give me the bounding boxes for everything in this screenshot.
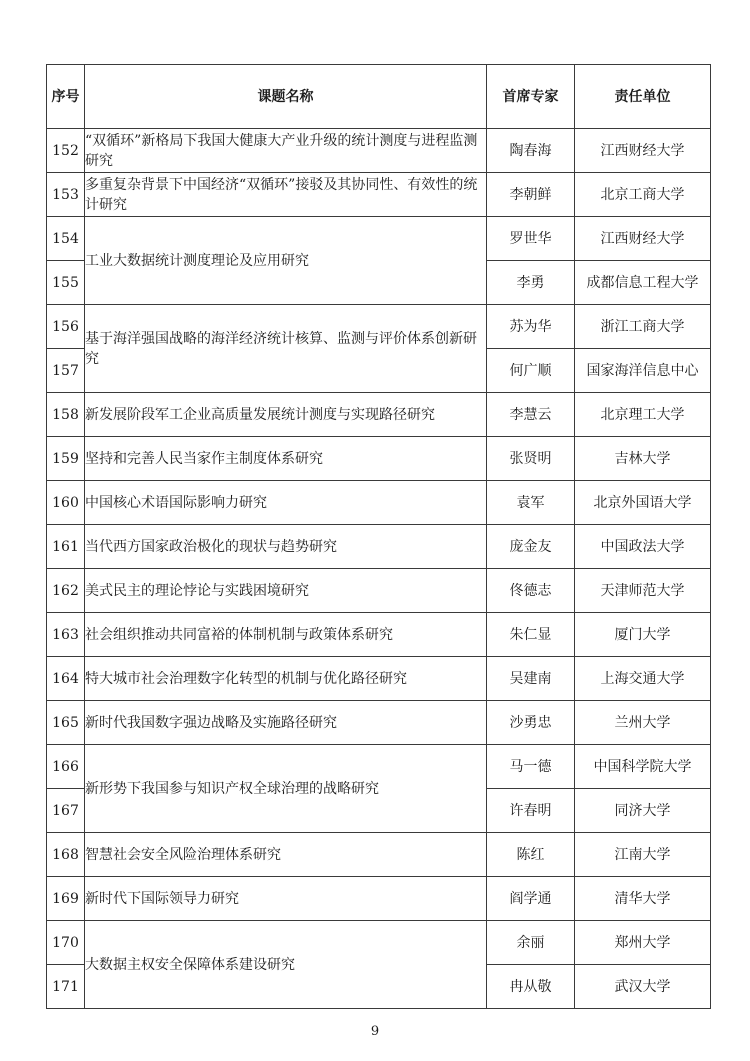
row-number: 162 (47, 569, 85, 613)
chief-expert: 罗世华 (487, 217, 575, 261)
header-unit: 责任单位 (575, 65, 711, 129)
row-number: 168 (47, 833, 85, 877)
chief-expert: 沙勇忠 (487, 701, 575, 745)
row-number: 152 (47, 129, 85, 173)
chief-expert: 冉从敬 (487, 965, 575, 1009)
table-row (47, 569, 711, 613)
responsible-unit: 江南大学 (575, 833, 711, 877)
row-number: 165 (47, 701, 85, 745)
chief-expert: 余丽 (487, 921, 575, 965)
table-row (47, 833, 711, 877)
header-title: 课题名称 (85, 65, 487, 129)
project-title: 新时代我国数字强边战略及实施路径研究 (85, 701, 487, 745)
header-expert: 首席专家 (487, 65, 575, 129)
project-title: 新发展阶段军工企业高质量发展统计测度与实现路径研究 (85, 393, 487, 437)
project-title: 特大城市社会治理数字化转型的机制与优化路径研究 (85, 657, 487, 701)
responsible-unit: 北京理工大学 (575, 393, 711, 437)
row-number: 158 (47, 393, 85, 437)
table-row (47, 217, 711, 261)
row-number: 157 (47, 349, 85, 393)
header-no: 序号 (47, 65, 85, 129)
chief-expert: 阎学通 (487, 877, 575, 921)
table-header-row (47, 65, 711, 129)
row-number: 156 (47, 305, 85, 349)
table-row (47, 305, 711, 349)
table-row (47, 613, 711, 657)
project-title: 当代西方国家政治极化的现状与趋势研究 (85, 525, 487, 569)
chief-expert: 袁军 (487, 481, 575, 525)
chief-expert: 何广顺 (487, 349, 575, 393)
table-row (47, 129, 711, 173)
project-title: 工业大数据统计测度理论及应用研究 (85, 217, 487, 305)
project-table (46, 64, 711, 1009)
project-title: 多重复杂背景下中国经济“双循环”接驳及其协同性、有效性的统计研究 (85, 173, 487, 217)
chief-expert: 李朝鲜 (487, 173, 575, 217)
project-title: 新时代下国际领导力研究 (85, 877, 487, 921)
responsible-unit: 天津师范大学 (575, 569, 711, 613)
project-title: 智慧社会安全风险治理体系研究 (85, 833, 487, 877)
project-title: 中国核心术语国际影响力研究 (85, 481, 487, 525)
responsible-unit: 武汉大学 (575, 965, 711, 1009)
row-number: 167 (47, 789, 85, 833)
responsible-unit: 浙江工商大学 (575, 305, 711, 349)
table-row (47, 745, 711, 789)
responsible-unit: 郑州大学 (575, 921, 711, 965)
responsible-unit: 国家海洋信息中心 (575, 349, 711, 393)
table-row (47, 877, 711, 921)
responsible-unit: 兰州大学 (575, 701, 711, 745)
row-number: 154 (47, 217, 85, 261)
row-number: 169 (47, 877, 85, 921)
table-row (47, 525, 711, 569)
chief-expert: 朱仁显 (487, 613, 575, 657)
project-title: 大数据主权安全保障体系建设研究 (85, 921, 487, 1009)
project-title: 新形势下我国参与知识产权全球治理的战略研究 (85, 745, 487, 833)
chief-expert: 李勇 (487, 261, 575, 305)
responsible-unit: 清华大学 (575, 877, 711, 921)
chief-expert: 陈红 (487, 833, 575, 877)
row-number: 163 (47, 613, 85, 657)
row-number: 164 (47, 657, 85, 701)
table-row (47, 657, 711, 701)
project-title: 社会组织推动共同富裕的体制机制与政策体系研究 (85, 613, 487, 657)
table-row (47, 921, 711, 965)
responsible-unit: 成都信息工程大学 (575, 261, 711, 305)
responsible-unit: 吉林大学 (575, 437, 711, 481)
responsible-unit: 上海交通大学 (575, 657, 711, 701)
row-number: 166 (47, 745, 85, 789)
responsible-unit: 同济大学 (575, 789, 711, 833)
table-row (47, 437, 711, 481)
chief-expert: 李慧云 (487, 393, 575, 437)
table-row (47, 173, 711, 217)
row-number: 159 (47, 437, 85, 481)
page-number: 9 (370, 1024, 380, 1039)
responsible-unit: 江西财经大学 (575, 129, 711, 173)
row-number: 170 (47, 921, 85, 965)
row-number: 160 (47, 481, 85, 525)
chief-expert: 许春明 (487, 789, 575, 833)
project-title: “双循环”新格局下我国大健康大产业升级的统计测度与进程监测研究 (85, 129, 487, 173)
row-number: 171 (47, 965, 85, 1009)
project-title: 美式民主的理论悖论与实践困境研究 (85, 569, 487, 613)
row-number: 153 (47, 173, 85, 217)
row-number: 161 (47, 525, 85, 569)
chief-expert: 佟德志 (487, 569, 575, 613)
project-title: 基于海洋强国战略的海洋经济统计核算、监测与评价体系创新研究 (85, 305, 487, 393)
chief-expert: 马一德 (487, 745, 575, 789)
responsible-unit: 江西财经大学 (575, 217, 711, 261)
responsible-unit: 中国科学院大学 (575, 745, 711, 789)
chief-expert: 吴建南 (487, 657, 575, 701)
responsible-unit: 厦门大学 (575, 613, 711, 657)
responsible-unit: 中国政法大学 (575, 525, 711, 569)
chief-expert: 陶春海 (487, 129, 575, 173)
responsible-unit: 北京工商大学 (575, 173, 711, 217)
table-row (47, 701, 711, 745)
responsible-unit: 北京外国语大学 (575, 481, 711, 525)
row-number: 155 (47, 261, 85, 305)
chief-expert: 苏为华 (487, 305, 575, 349)
chief-expert: 张贤明 (487, 437, 575, 481)
project-title: 坚持和完善人民当家作主制度体系研究 (85, 437, 487, 481)
table-row (47, 481, 711, 525)
table-row (47, 393, 711, 437)
chief-expert: 庞金友 (487, 525, 575, 569)
